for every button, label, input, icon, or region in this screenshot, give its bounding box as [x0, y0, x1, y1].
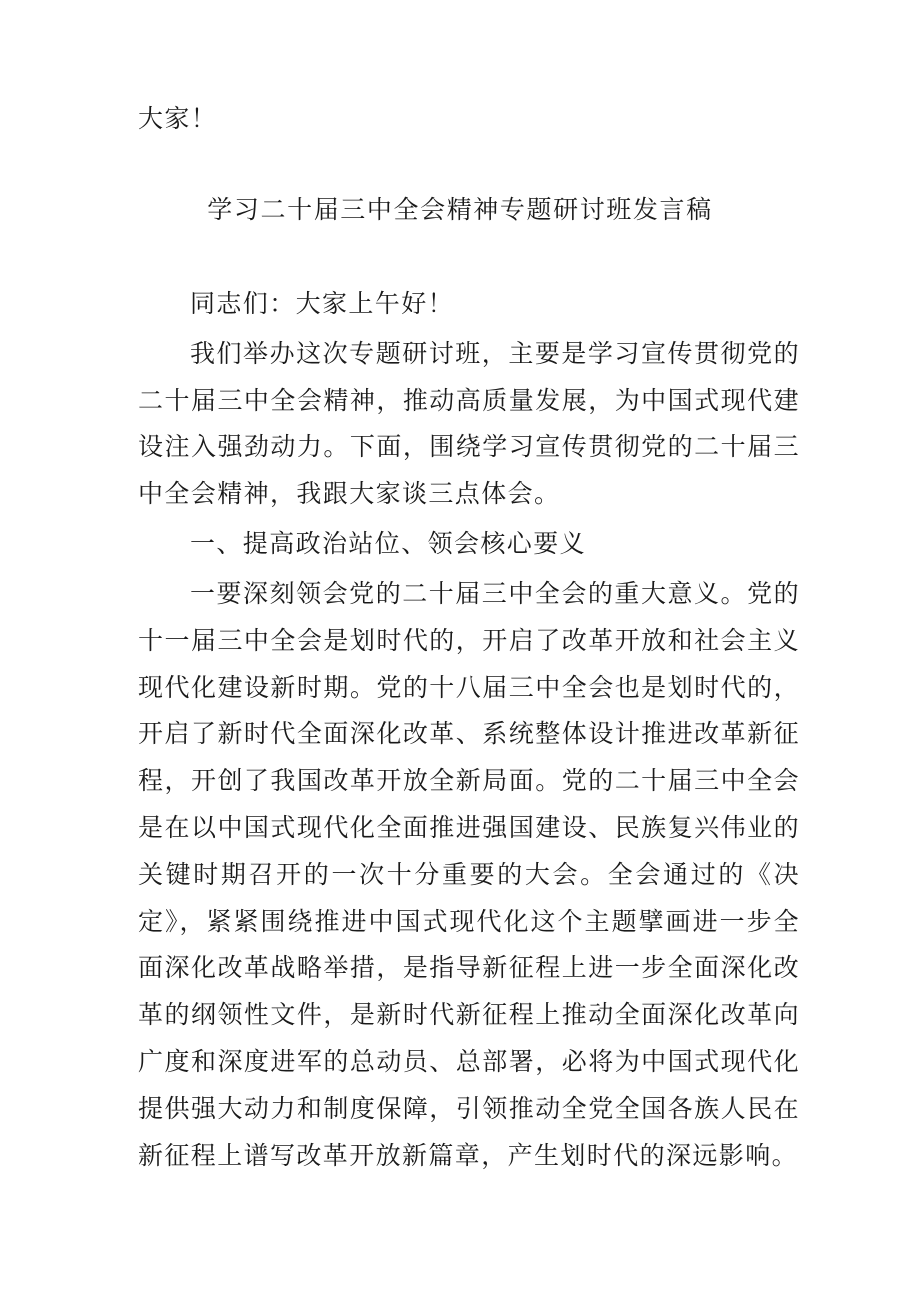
intro-paragraph: 我们举办这次专题研讨班，主要是学习宣传贯彻党的二十届三中全会精神，推动高质量发展，为中国式现代建设注入强劲动力。下面，围绕学习宣传贯彻党的二十届三中全会精神，我跟大家谈三点体会。	[138, 339, 800, 508]
document-title: 学习二十届三中全会精神专题研讨班发言稿	[207, 195, 713, 224]
carryover-text: 大家！	[138, 104, 218, 133]
body-paragraph-1: 一要深刻领会党的二十届三中全会的重大意义。党的十一届三中全会是划时代的，开启了改革开放和社会主义现代化建设新时期。党的十八届三中全会也是划时代的，开启了新时代全面深化改革、系统整体设计推进改革新征程，开创了我国改革开放全新局面。党的二十届三中全会是在以中国式现代化全面推进强国建设、民族复兴伟业的关键时期召开的一次十分重要的大会。全会通过的《决定》，紧紧围绕推进中国式现代化这个主题擘画进一步全面深化改革战略举措，是指导新征程上进一步全面深化改革的纲领性文件，是新时代新征程上推动全面深化改革向广度和深度进军的总动员、总部署，必将为中国式现代化提供强大动力和制度保障，引领推动全党全国各族人民在新征程上谱写改革开放新篇章，产生划时代的深远影响。	[138, 579, 800, 1170]
greeting-paragraph: 同志们：大家上午好！	[190, 289, 455, 318]
section-heading-1: 一、提高政治站位、领会核心要义	[190, 529, 587, 558]
